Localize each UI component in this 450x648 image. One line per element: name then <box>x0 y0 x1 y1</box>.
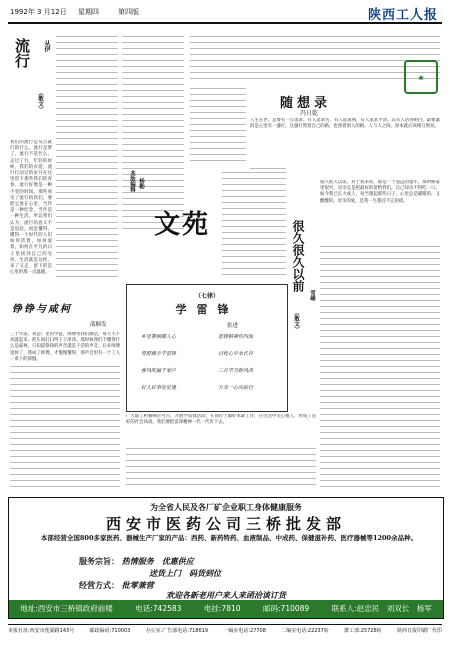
author-suixiang: 冯日乾 <box>300 110 319 117</box>
poem-line: 万众一心向前行 <box>218 385 254 391</box>
poem-line: 党群携手学雷锋 <box>141 351 177 357</box>
ad-contact: 联系人:赵忠民 刘双长 杨军 <box>331 604 432 613</box>
article-top-right <box>190 34 440 82</box>
method-text: 批零兼营 <box>121 580 154 590</box>
article-title-suixiang: 随想录 <box>280 96 332 111</box>
article-body-liuxing: 我们的流行是从古就行的什么。流行是梦了，流行不是什么，走过了行，年轻的时候，我们的衣裳，流行打动过的岁月在这里留下那些我们的青春，流行好像是一种不变的时间。那些看见了流行的我们，要把它放在心里，当作是一种纪念，当作是一种生活。所以我们认为，流行的意义不是追赶，而是懂得，懂得一个时代的人们如何活着，如何爱着，如何在平凡的日子里找到自己的光亮。生活就是这样，来了又走，留下的是心里的那一点温暖。 <box>10 140 52 276</box>
author-zhengzheng: 邵顺发 <box>90 322 107 328</box>
article-continuation-1 <box>56 34 118 280</box>
ad-description: 本部经营全国800多家医药、器械生产厂家的产品：西药、新药特药、血液制品、中成药、保健滋补药、医疗器械等1200余品种。 <box>40 534 418 542</box>
poem-subtitle: （七律） <box>194 293 219 300</box>
page-header <box>8 4 442 24</box>
service-label: 服务宗旨： <box>79 556 119 566</box>
service-text: 热情服务 优惠供应 <box>121 556 194 566</box>
page-number: 第四版 <box>118 8 139 16</box>
footer-office: 办公室:广告部电话:718619 <box>145 628 209 634</box>
author-henyuan: 雪峰 <box>309 290 315 301</box>
poem-line: 好人好事处处逢 <box>141 385 177 391</box>
page-footer <box>8 624 442 637</box>
ad-slogan: 为全省人民及各厂矿企业职工身体健康服务 <box>150 502 302 512</box>
article-left-suixiang <box>190 86 246 166</box>
article-middle <box>222 170 286 280</box>
poem-line: 乡里帮困暖人心 <box>141 334 177 340</box>
poem-title: 学雷锋 <box>175 303 239 316</box>
footer-post: 邮政编码:710003 <box>89 628 131 634</box>
method-label: 经营方式： <box>79 580 119 590</box>
genre-henyuan: （散文） <box>293 310 299 332</box>
column-label: 本版编辑 <box>129 170 135 192</box>
wenyuan-block <box>128 160 218 238</box>
footer-address: 本报社址:西安市莲湖路143号 <box>8 628 75 634</box>
article-title-liuxing: 流行 <box>13 38 31 68</box>
poem-line: 三月学习新风尚 <box>218 368 254 374</box>
poem-line: 春风吹遍千家户 <box>141 368 177 374</box>
ad-address: 地址:西安市三桥镇政府前楼 <box>20 604 113 613</box>
ad-welcome: 欢迎各新老用户来人来函洽谈订货 <box>166 590 286 600</box>
poem-line: 雷锋精神传四海 <box>218 334 254 340</box>
footer-ed1: 一编室电话:27708 <box>223 628 266 634</box>
ad-telegram: 电挂:7810 <box>203 604 241 613</box>
poem-author: 张进 <box>227 323 239 329</box>
poem-lines <box>141 333 281 391</box>
star-logo: ★ <box>404 60 438 94</box>
author-liuxing: 从伊 <box>43 40 50 52</box>
genre-liuxing: （散文） <box>37 90 43 112</box>
article-title-zhengzheng: 铮铮与咸柯 <box>12 304 72 315</box>
ad-phone: 电话:742583 <box>135 604 182 613</box>
article-title-henyuan: 很久很久以前 <box>291 220 305 292</box>
article-continuation-henyuan <box>320 244 440 490</box>
article-continuation-poem <box>126 446 316 490</box>
section-title-wenyuan: 文苑 <box>154 210 211 240</box>
poem-line: 百姓心中永长存 <box>218 351 254 357</box>
footer-print: 群工部:25728转 <box>344 628 382 634</box>
divider-lines <box>250 166 286 172</box>
masthead: 陕西工人报 <box>367 8 438 23</box>
article-continuation-zhengzheng <box>10 364 120 490</box>
weekday: 星期四 <box>78 8 99 16</box>
service-text-2: 送货上门 码货到位 <box>149 568 221 578</box>
article-body-henyuan: 很久很久以前，对于我来说，那是一个遥远的童年。那时候家里很穷，母亲总是把最好的留给我们，自己却舍不得吃一口。如今我已长大成人，每当想起那些日子，心里总是暖暖的，又酸酸的。母亲的爱，是我一生都还不完的债。 <box>320 180 440 204</box>
ad-service-line <box>79 556 194 567</box>
footer-press: 陕西日报印刷厂代印 <box>396 628 442 634</box>
article-body-suixiang: 人生在世，总要有一点追求。有人追求名，有人追求利，有人追求平淡。其实人活得明白，最要紧的是心里有一盏灯。这盏灯照着自己的路，也照着别人的路。人与人之间，原本就应该相互照亮。 <box>250 118 440 130</box>
ad-postcode: 邮码:710089 <box>263 604 310 613</box>
footer-ed2: 二编室电话:22237转 <box>281 628 329 634</box>
article-body-poem: 广大职工积极响应号召，开展学雷锋活动，在岗位上做好本职工作，在生活中关心他人，形成了良好的社会风尚。我们要把雷锋精神一代一代传下去。 <box>126 414 316 426</box>
issue-date: 1992年 3 月12日 <box>10 8 67 16</box>
ad-contact-bar <box>9 600 443 618</box>
editor-name: 杨勒 <box>138 178 144 189</box>
article-body-zhengzheng: 三十年前，我是厂里的学徒，师傅带我们做活，每天天不亮就起来，把车间打扫得干干净净。那时候我们不懂得什么是咸柯，只知道铮铮的声音就是干活的声音。后来师傅退休了，我成了师傅，才慢慢懂得，那声音里有一个工人一辈子的骄傲。 <box>10 332 120 362</box>
poem-box <box>126 284 288 412</box>
advertisement <box>8 497 444 619</box>
ad-company-name: 西安市医药公司三桥批发部 <box>105 515 346 533</box>
